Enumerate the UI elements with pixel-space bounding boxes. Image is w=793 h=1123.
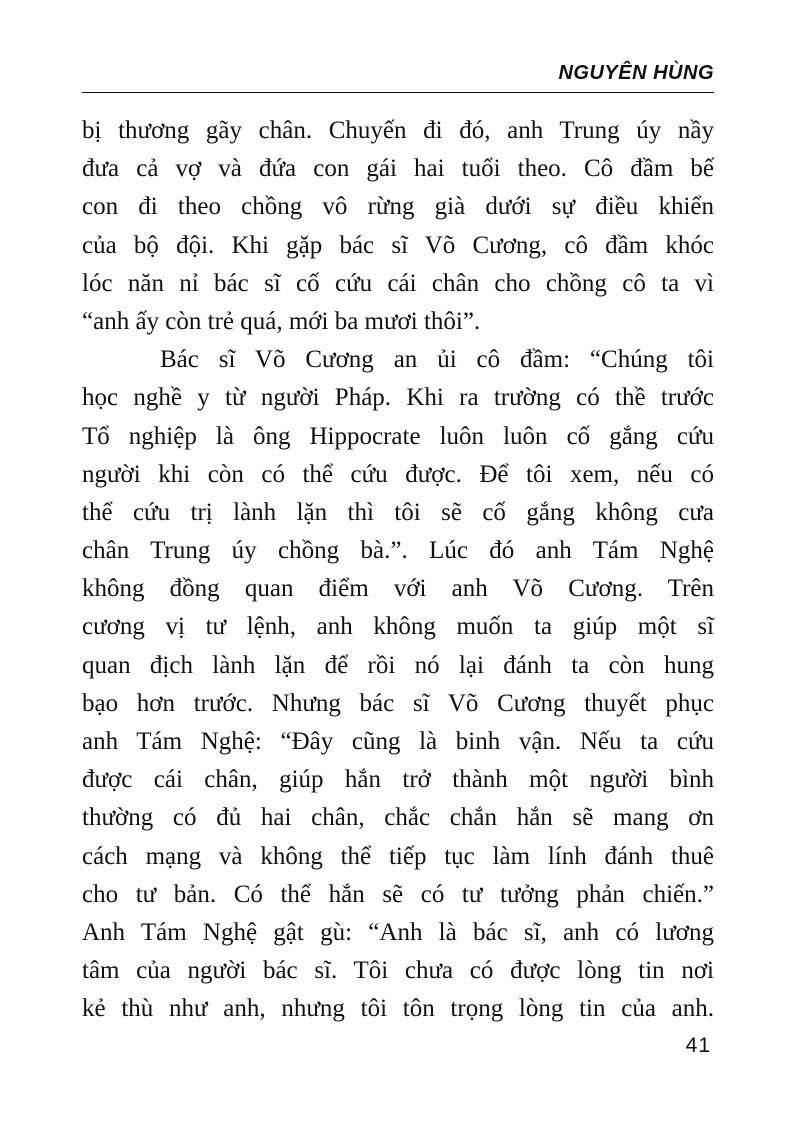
- text-line: lóc năn nỉ bác sĩ cố cứu cái chân cho chồng cô ta vì: [82, 269, 714, 297]
- text-line: con đi theo chồng vô rừng già dưới sự điều khiển: [82, 193, 714, 221]
- text-line: đưa cả vợ và đứa con gái hai tuổi theo. Cô đầm bế: [82, 155, 714, 183]
- page-number: 41: [685, 1034, 711, 1057]
- header-rule: [82, 92, 714, 93]
- text-line: anh Tám Nghệ: “Đây cũng là binh vận. Nếu ta cứu: [82, 728, 714, 755]
- running-header: [82, 62, 714, 96]
- text-line: cho tư bản. Có thể hắn sẽ có tư tưởng phản chiến.”: [82, 880, 714, 908]
- text-line: học nghề y từ người Pháp. Khi ra trường có thề trước: [82, 384, 714, 412]
- text-line: Bác sĩ Võ Cương an ủi cô đầm: “Chúng tôi: [160, 346, 714, 374]
- text-line: Tổ nghiệp là ông Hippocrate luôn luôn cố gắng cứu: [82, 422, 714, 450]
- paragraph-2: [82, 341, 714, 1028]
- text-line: bị thương gãy chân. Chuyến đi đó, anh Trung úy nầy: [82, 117, 714, 144]
- text-line: cách mạng và không thể tiếp tục làm lính đánh thuê: [82, 842, 714, 870]
- text-line: quan địch lành lặn để rồi nó lại đánh ta còn hung: [82, 651, 714, 679]
- body-text: [82, 112, 714, 1029]
- text-line: Anh Tám Nghệ gật gù: “Anh là bác sĩ, anh có lương: [82, 918, 714, 946]
- text-line: không đồng quan điểm với anh Võ Cương. Trên: [82, 575, 714, 603]
- text-line: thể cứu trị lành lặn thì tôi sẽ cố gắng không cưa: [82, 498, 714, 526]
- text-line: kẻ thù như anh, nhưng tôi tôn trọng lòng tin của anh.: [82, 995, 714, 1023]
- paragraph-1: [82, 112, 714, 341]
- text-line: chân Trung úy chồng bà.”. Lúc đó anh Tám Nghệ: [82, 537, 714, 565]
- text-line: bạo hơn trước. Nhưng bác sĩ Võ Cương thuyết phục: [82, 689, 714, 717]
- text-line: thường có đủ hai chân, chắc chắn hắn sẽ mang ơn: [82, 804, 714, 832]
- text-line: cương vị tư lệnh, anh không muốn ta giúp một sĩ: [82, 613, 714, 641]
- text-line: người khi còn có thể cứu được. Để tôi xem, nếu có: [82, 460, 714, 488]
- text-line: “anh ấy còn trẻ quá, mới ba mươi thôi”.: [82, 307, 481, 335]
- text-line: được cái chân, giúp hắn trở thành một người bình: [82, 766, 714, 794]
- text-line: của bộ đội. Khi gặp bác sĩ Võ Cương, cô đầm khóc: [82, 231, 714, 259]
- text-line: tâm của người bác sĩ. Tôi chưa có được lòng tin nơi: [82, 957, 714, 985]
- author-name: NGUYÊN HÙNG: [558, 62, 714, 84]
